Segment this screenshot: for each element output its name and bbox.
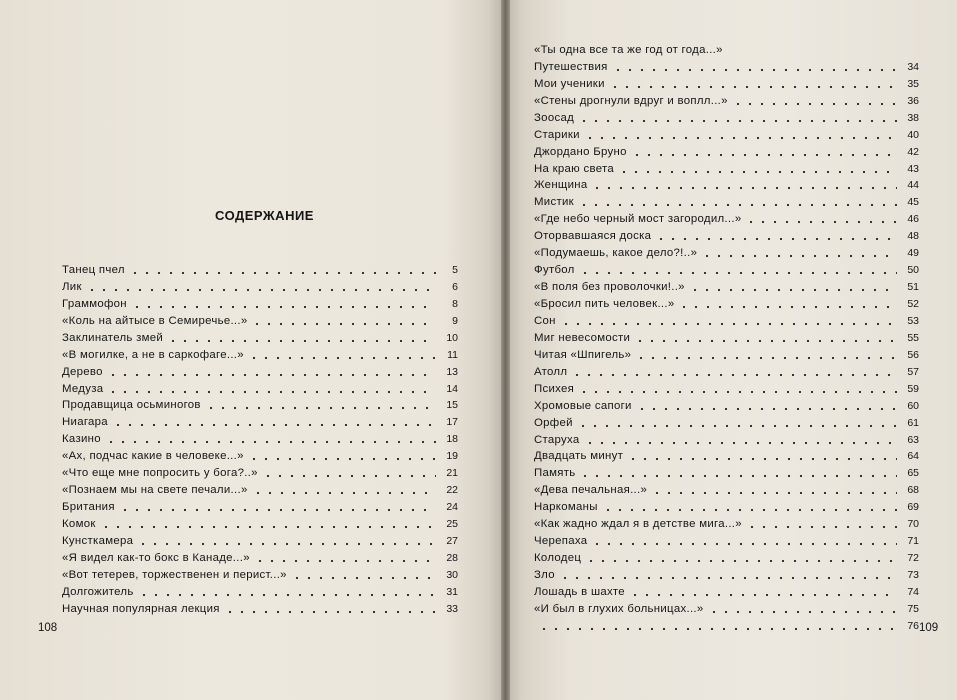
toc-entry-title: Мои ученики	[534, 77, 605, 90]
toc-entry	[62, 463, 458, 480]
dot-leader	[119, 500, 436, 513]
toc-entry-title: Сон	[534, 314, 556, 327]
toc-entry-page: 43	[907, 162, 919, 175]
dot-leader	[631, 145, 897, 158]
toc-entry-page: 38	[907, 111, 919, 124]
toc-entry	[62, 294, 458, 311]
toc-heading: СОДЕРЖАНИЕ	[215, 208, 314, 223]
toc-entry-page: 10	[446, 331, 458, 344]
toc-entry-title: Научная популярная лекция	[62, 602, 220, 615]
dot-leader	[609, 77, 897, 90]
toc-entry-title: Миг невесомости	[534, 331, 631, 344]
toc-entry-title: На краю света	[534, 162, 614, 175]
toc-entry	[62, 497, 458, 514]
toc-entry-page: 73	[907, 569, 919, 581]
toc-entry	[534, 362, 919, 379]
toc-entry	[534, 548, 919, 565]
dot-leader	[137, 534, 436, 547]
toc-entry	[62, 599, 458, 616]
dot-leader	[112, 415, 436, 428]
toc-entry-page: 22	[446, 484, 458, 497]
toc-entry-page: 63	[907, 433, 919, 446]
toc-entry-page: 9	[452, 314, 458, 327]
toc-entry-title: Медуза	[62, 382, 104, 395]
toc-entry	[534, 497, 919, 514]
toc-entry	[534, 616, 919, 633]
dot-leader	[538, 619, 897, 632]
toc-entry-page: 76	[907, 619, 919, 632]
toc-entry-title: Зло	[534, 569, 555, 581]
toc-entry-page: 70	[907, 518, 919, 531]
toc-entry-title: Лошадь в шахте	[534, 585, 625, 598]
toc-entry-page: 60	[907, 399, 919, 412]
dot-leader	[205, 398, 436, 411]
toc-entry	[534, 277, 919, 294]
toc-entry-title: Джордано Бруно	[534, 145, 627, 158]
toc-entry-page: 48	[907, 230, 919, 243]
dot-leader	[577, 416, 897, 429]
dot-leader	[129, 263, 436, 276]
toc-entry-page: 8	[452, 297, 458, 310]
dot-leader	[254, 551, 436, 564]
dot-leader	[107, 382, 436, 395]
toc-entry-page: 45	[907, 196, 919, 209]
toc-entry	[62, 345, 458, 362]
dot-leader	[578, 195, 897, 208]
toc-entry-page: 57	[907, 365, 919, 378]
toc-entry-title: «И был в глухих больницах...»	[534, 602, 704, 615]
toc-entry-title: Оторвавшаяся доска	[534, 230, 652, 243]
dot-leader	[701, 246, 897, 259]
dot-leader	[262, 466, 436, 479]
toc-entry-page: 35	[907, 77, 919, 90]
toc-entry-page: 56	[907, 348, 919, 361]
toc-entry-page: 52	[907, 298, 919, 310]
dot-leader	[591, 178, 897, 191]
toc-entry-title: Атолл	[534, 365, 568, 378]
toc-entry	[534, 430, 919, 447]
toc-entry	[62, 362, 458, 379]
toc-entry-title: «Ах, подчас какие в человеке...»	[62, 450, 244, 463]
toc-entry	[62, 379, 458, 396]
toc-entry-title: Лик	[62, 280, 82, 293]
toc-entry-title: Кунсткамера	[62, 534, 134, 547]
toc-entry	[62, 548, 458, 565]
toc-entry	[62, 565, 458, 582]
toc-entry-title: «Ты одна все та же год от года...»	[534, 43, 723, 56]
toc-entry-page: 49	[907, 247, 919, 260]
toc-entry-page: 75	[907, 602, 919, 615]
dot-leader	[138, 585, 436, 598]
dot-leader	[708, 602, 897, 615]
dot-leader	[291, 568, 436, 581]
toc-left-column	[62, 260, 458, 616]
dot-leader	[584, 433, 897, 446]
toc-entry-page: 36	[907, 94, 919, 107]
toc-entry-title: «Бросил пить человек...»	[534, 298, 675, 310]
toc-entry	[62, 260, 458, 277]
toc-entry-page: 19	[446, 450, 458, 463]
toc-entry-page: 27	[446, 534, 458, 547]
toc-entry-title: Дерево	[62, 365, 103, 378]
toc-entry-title: Зоосад	[534, 111, 575, 124]
toc-entry-page: 55	[907, 331, 919, 344]
dot-leader	[252, 483, 436, 496]
toc-entry	[534, 176, 919, 193]
toc-entry-title: «Как жадно ждал я в детстве мига...»	[534, 518, 742, 531]
toc-entry-title: «В могилке, а не в саркофаге...»	[62, 348, 244, 361]
toc-entry-title: «Вот тетерев, торжественен и перист...»	[62, 568, 287, 581]
toc-entry	[534, 159, 919, 176]
toc-entry	[62, 311, 458, 328]
toc-entry-title: Долгожитель	[62, 585, 134, 598]
toc-entry-title: «Где небо черный мост загородил...»	[534, 213, 742, 226]
toc-entry-page: 6	[452, 280, 458, 293]
toc-entry-title: Британия	[62, 501, 115, 514]
toc-entry	[534, 582, 919, 599]
dot-leader	[579, 466, 897, 479]
toc-entry-page: 14	[446, 382, 458, 395]
toc-entry	[534, 599, 919, 616]
toc-entry	[534, 531, 919, 548]
dot-leader	[602, 500, 897, 513]
toc-entry-page: 50	[907, 264, 919, 277]
toc-entry-title: Казино	[62, 433, 101, 446]
toc-entry-title: «Стены дрогнули вдруг и воплл...»	[534, 94, 728, 107]
toc-entry-title: Футбол	[534, 264, 575, 277]
toc-entry-page: 34	[907, 60, 919, 73]
dot-leader	[248, 348, 436, 361]
toc-entry-title: «Познаем мы на свете печали...»	[62, 484, 248, 497]
toc-entry	[534, 243, 919, 260]
dot-leader	[727, 43, 897, 56]
dot-leader	[578, 111, 897, 124]
toc-entry-page: 74	[907, 585, 919, 598]
toc-entry-title: «Подумаешь, какое дело?!..»	[534, 247, 698, 260]
toc-entry	[62, 582, 458, 599]
toc-entry-page: 24	[446, 501, 458, 514]
toc-entry-title: Наркоманы	[534, 501, 598, 514]
toc-entry-page: 64	[907, 450, 919, 463]
dot-leader	[559, 568, 897, 581]
toc-entry-title: Орфей	[534, 416, 573, 429]
toc-entry-title: «Коль на айтысе в Семиречье...»	[62, 314, 248, 327]
dot-leader	[560, 314, 897, 327]
toc-entry-page: 68	[907, 484, 919, 497]
toc-entry	[534, 311, 919, 328]
toc-entry-page: 33	[446, 602, 458, 615]
toc-entry	[534, 294, 919, 311]
toc-entry-page: 51	[907, 281, 919, 294]
toc-entry	[534, 480, 919, 497]
toc-entry-title: Черепаха	[534, 535, 588, 548]
toc-entry-page: 46	[907, 213, 919, 226]
dot-leader	[100, 517, 436, 530]
dot-leader	[167, 331, 436, 344]
toc-entry	[534, 74, 919, 91]
toc-entry-title: Психея	[534, 382, 575, 395]
toc-entry-title: Путешествия	[534, 60, 608, 73]
dot-leader	[629, 585, 897, 598]
toc-entry	[62, 412, 458, 429]
toc-entry	[534, 260, 919, 277]
toc-entry-page: 28	[446, 551, 458, 564]
toc-entry	[534, 413, 919, 430]
toc-entry	[534, 328, 919, 345]
dot-leader	[224, 602, 436, 615]
book-gutter	[501, 0, 510, 700]
toc-entry-page: 53	[907, 314, 919, 327]
toc-entry-title: Продавщица осьминогов	[62, 399, 201, 412]
dot-leader	[578, 382, 897, 395]
toc-entry-page: 44	[907, 179, 919, 192]
toc-entry	[534, 192, 919, 209]
dot-leader	[655, 229, 897, 242]
dot-leader	[585, 551, 897, 564]
toc-entry	[534, 447, 919, 464]
toc-entry	[62, 480, 458, 497]
toc-entry	[62, 396, 458, 413]
toc-entry	[534, 396, 919, 413]
dot-leader	[584, 128, 897, 141]
toc-entry	[534, 125, 919, 142]
dot-leader	[634, 331, 897, 344]
dot-leader	[678, 297, 897, 310]
toc-entry-title: «Что еще мне попросить у бога?..»	[62, 467, 258, 480]
toc-entry-title: Граммофон	[62, 297, 127, 310]
toc-entry-title: Память	[534, 467, 576, 480]
dot-leader	[689, 280, 897, 293]
dot-leader	[579, 263, 897, 276]
toc-entry-title: «Я видел как-то бокс в Канаде...»	[62, 551, 250, 564]
toc-entry	[62, 277, 458, 294]
page-number-left: 108	[38, 622, 58, 634]
toc-entry-page: 65	[907, 467, 919, 480]
toc-entry	[62, 429, 458, 446]
toc-entry-page: 72	[907, 552, 919, 565]
toc-entry-page: 59	[907, 382, 919, 395]
toc-entry-title: Женщина	[534, 179, 588, 192]
toc-entry-page: 5	[452, 263, 458, 276]
dot-leader	[612, 60, 897, 73]
toc-entry-page: 18	[446, 433, 458, 446]
toc-entry	[534, 142, 919, 159]
toc-entry-title: Двадцать минут	[534, 450, 624, 463]
toc-entry-title: Старуха	[534, 433, 580, 446]
toc-entry	[534, 345, 919, 362]
toc-entry-title: Комок	[62, 518, 96, 530]
toc-entry	[62, 514, 458, 531]
toc-entry-title: Хромовые сапоги	[534, 399, 632, 412]
dot-leader	[571, 365, 897, 378]
toc-entry-page: 69	[907, 501, 919, 514]
dot-leader	[636, 399, 897, 412]
toc-entry	[534, 108, 919, 125]
dot-leader	[651, 483, 897, 496]
toc-entry-page: 31	[446, 585, 458, 598]
dot-leader	[635, 348, 897, 361]
toc-entry-title: Мистик	[534, 196, 574, 209]
toc-entry-title: Заклинатель змей	[62, 331, 164, 344]
toc-entry	[62, 531, 458, 548]
toc-entry	[534, 209, 919, 226]
toc-entry-page: 15	[446, 399, 458, 412]
toc-entry-page: 61	[907, 416, 919, 429]
toc-entry-page: 40	[907, 128, 919, 141]
toc-entry-title: Колодец	[534, 552, 582, 565]
toc-entry-title: Танец пчел	[62, 263, 125, 276]
toc-entry	[534, 565, 919, 582]
toc-entry-page: 13	[446, 365, 458, 378]
toc-entry-page: 17	[446, 416, 458, 429]
toc-entry	[534, 463, 919, 480]
dot-leader	[746, 517, 897, 530]
dot-leader	[745, 212, 897, 225]
toc-entry-page: 42	[907, 145, 919, 158]
toc-entry	[534, 226, 919, 243]
page-number-right: 109	[919, 622, 939, 634]
toc-entry	[534, 514, 919, 531]
toc-entry-title: Ниагара	[62, 416, 108, 429]
dot-leader	[105, 432, 436, 445]
dot-leader	[251, 314, 436, 327]
toc-entry-title: «В поля без проволочки!..»	[534, 281, 685, 294]
toc-entry-page: 11	[447, 348, 458, 361]
dot-leader	[627, 449, 897, 462]
dot-leader	[732, 94, 897, 107]
dot-leader	[248, 449, 436, 462]
toc-entry-page: 71	[907, 535, 919, 548]
toc-entry-title: Читая «Шпигель»	[534, 348, 632, 361]
toc-entry-page: 30	[446, 568, 458, 581]
toc-entry	[534, 379, 919, 396]
toc-entry-title: Старики	[534, 128, 580, 141]
dot-leader	[86, 280, 436, 293]
dot-leader	[107, 365, 436, 378]
toc-entry	[62, 446, 458, 463]
dot-leader	[591, 534, 897, 547]
toc-entry-title: «Дева печальная...»	[534, 484, 648, 497]
toc-right-column	[534, 40, 919, 633]
toc-entry	[534, 40, 919, 57]
toc-entry	[62, 328, 458, 345]
dot-leader	[618, 162, 897, 175]
toc-entry-page: 21	[446, 467, 458, 480]
toc-entry	[534, 57, 919, 74]
toc-entry-page: 25	[446, 518, 458, 530]
dot-leader	[131, 297, 436, 310]
toc-entry	[534, 91, 919, 108]
